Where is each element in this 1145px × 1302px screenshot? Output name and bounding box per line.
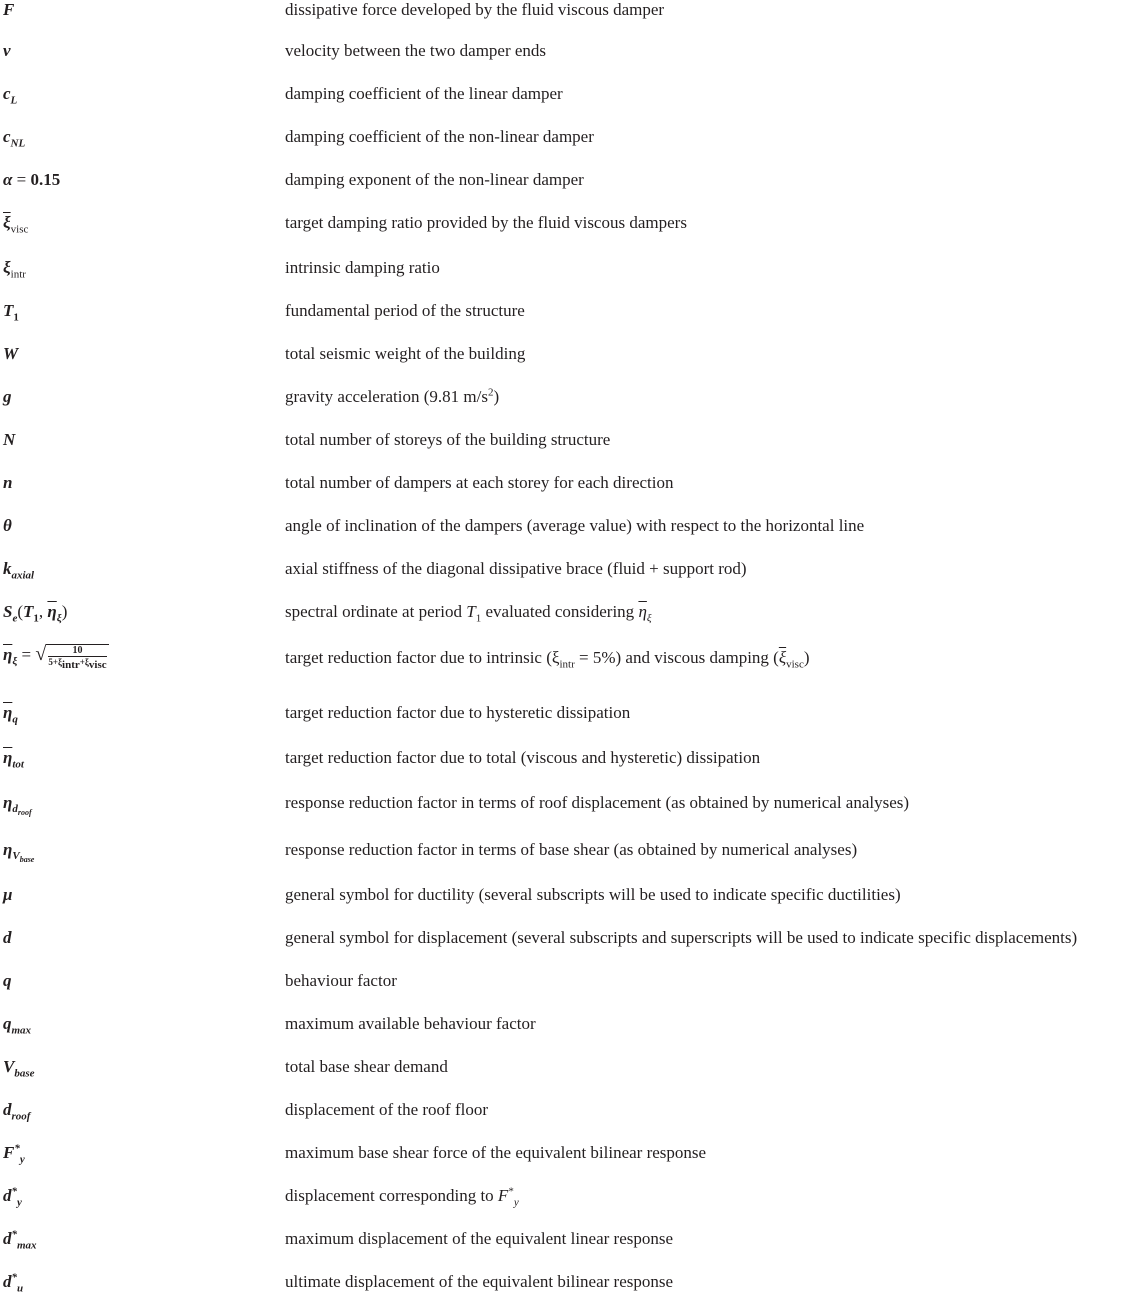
symbol: $\overline{\eta}_{tot}$	[3, 748, 24, 771]
description: damping coefficient of the non-linear damper	[285, 127, 594, 146]
description: spectral ordinate at period $T_1$ evaluated considering $\overline{\eta}_\xi$	[285, 602, 652, 625]
list-item	[0, 344, 1145, 374]
list-item	[0, 1057, 1145, 1087]
list-item	[0, 41, 1145, 71]
list-item	[0, 0, 1145, 30]
description: dissipative force developed by the fluid viscous damper	[285, 0, 665, 19]
list-item	[0, 971, 1145, 1001]
description: response reduction factor in terms of base shear (as obtained by numerical analyses)	[285, 840, 858, 859]
list-item	[0, 1014, 1145, 1044]
symbol: $d^*_y$	[3, 1185, 22, 1209]
description: behaviour factor	[285, 971, 397, 990]
symbol: d	[3, 928, 12, 947]
list-item	[0, 643, 1145, 678]
symbol: $\xi_{intr}$	[3, 258, 26, 281]
description: total base shear demand	[285, 1057, 448, 1076]
list-item	[0, 602, 1145, 632]
description: target reduction factor due to total (viscous and hysteretic) dissipation	[285, 748, 761, 767]
description: ultimate displacement of the equivalent bilinear response	[285, 1272, 674, 1291]
description: intrinsic damping ratio	[285, 258, 440, 277]
symbol: $F^*_y$	[3, 1142, 25, 1166]
list-item	[0, 516, 1145, 546]
symbol: q	[3, 971, 12, 990]
description: response reduction factor in terms of roof displacement (as obtained by numerical analyses)	[285, 793, 910, 812]
symbol: $S_e(T_1$, $\overline{\eta}_\xi$)	[3, 602, 68, 625]
symbol: $d^*_u$	[3, 1271, 24, 1295]
description: maximum base shear force of the equivalent bilinear response	[285, 1143, 707, 1162]
description: maximum displacement of the equivalent linear response	[285, 1229, 674, 1248]
symbol: $d^*_{max}$	[3, 1228, 37, 1252]
description: gravity acceleration (9.81 $m/s^2$)	[285, 386, 500, 406]
description: axial stiffness of the diagonal dissipative brace (fluid + support rod)	[285, 559, 747, 578]
list-item	[0, 928, 1145, 958]
symbol: $\eta_{V_{base}}$	[3, 840, 35, 865]
list-item	[0, 559, 1145, 589]
description: damping exponent of the non-linear damper	[285, 170, 584, 189]
description: general symbol for displacement (several subscripts and superscripts will be used to indicate specific displacements)	[285, 928, 1078, 947]
description: damping coefficient of the linear damper	[285, 84, 563, 103]
list-item	[0, 1143, 1145, 1173]
description: total number of storeys of the building structure	[285, 430, 611, 449]
symbol: $c_L$	[3, 84, 18, 107]
list-item	[0, 387, 1145, 417]
symbol: $\eta_{d_{roof}}$	[3, 793, 32, 818]
list-item	[0, 840, 1145, 870]
description: fundamental period of the structure	[285, 301, 525, 320]
symbol: μ	[3, 885, 13, 904]
description: maximum available behaviour factor	[285, 1014, 536, 1033]
symbol: g	[3, 387, 12, 406]
list-item	[0, 301, 1145, 331]
symbol: $k_{axial}$	[3, 559, 35, 582]
description: displacement corresponding to $F^*_y$	[285, 1185, 519, 1209]
list-item	[0, 213, 1145, 243]
symbol: F	[3, 0, 15, 19]
symbol: n	[3, 473, 13, 492]
description: target reduction factor due to hysteretic dissipation	[285, 703, 631, 722]
symbol: $\overline{\eta}_q$	[3, 703, 18, 726]
symbol: θ	[3, 516, 12, 535]
description: target damping ratio provided by the fluid viscous dampers	[285, 213, 687, 232]
symbol: $V_{base}$	[3, 1057, 35, 1080]
list-item	[0, 885, 1145, 915]
symbol: $\overline{\eta}_\xi$ = √ $\frac{10}{5+\xi_{intr}+\xi_{visc}}$	[3, 643, 107, 671]
list-item	[0, 258, 1145, 288]
list-item	[0, 473, 1145, 503]
symbol: N	[3, 430, 16, 449]
symbol: $q_{max}$	[3, 1014, 32, 1037]
description: total number of dampers at each storey for each direction	[285, 473, 674, 492]
list-item	[0, 170, 1145, 200]
list-item	[0, 84, 1145, 114]
description: velocity between the two damper ends	[285, 41, 547, 60]
list-item	[0, 127, 1145, 157]
list-item	[0, 1272, 1145, 1302]
description: displacement of the roof floor	[285, 1100, 488, 1119]
list-item	[0, 1100, 1145, 1130]
list-item	[0, 748, 1145, 778]
symbol: $c_{NL}$	[3, 127, 26, 150]
symbol: $\overline{\xi}_{visc}$	[3, 213, 29, 236]
description: total seismic weight of the building	[285, 344, 526, 363]
list-item	[0, 703, 1145, 733]
description: target reduction factor due to intrinsic $(\xi_{intr} = 5\%)$ and viscous damping $(\overline{\xi}_{visc})$	[285, 648, 810, 671]
list-item	[0, 430, 1145, 460]
description: general symbol for ductility (several subscripts will be used to indicate specific ductilities)	[285, 885, 901, 904]
symbol: $d_{roof}$	[3, 1100, 31, 1123]
symbol: W	[3, 344, 19, 363]
symbol: α = 0.15	[3, 170, 61, 189]
description: angle of inclination of the dampers (average value) with respect to the horizontal line	[285, 516, 865, 535]
list-item	[0, 793, 1145, 823]
symbol: $T_1$	[3, 301, 19, 324]
symbol: v	[3, 41, 11, 60]
list-item	[0, 1186, 1145, 1216]
list-item	[0, 1229, 1145, 1259]
